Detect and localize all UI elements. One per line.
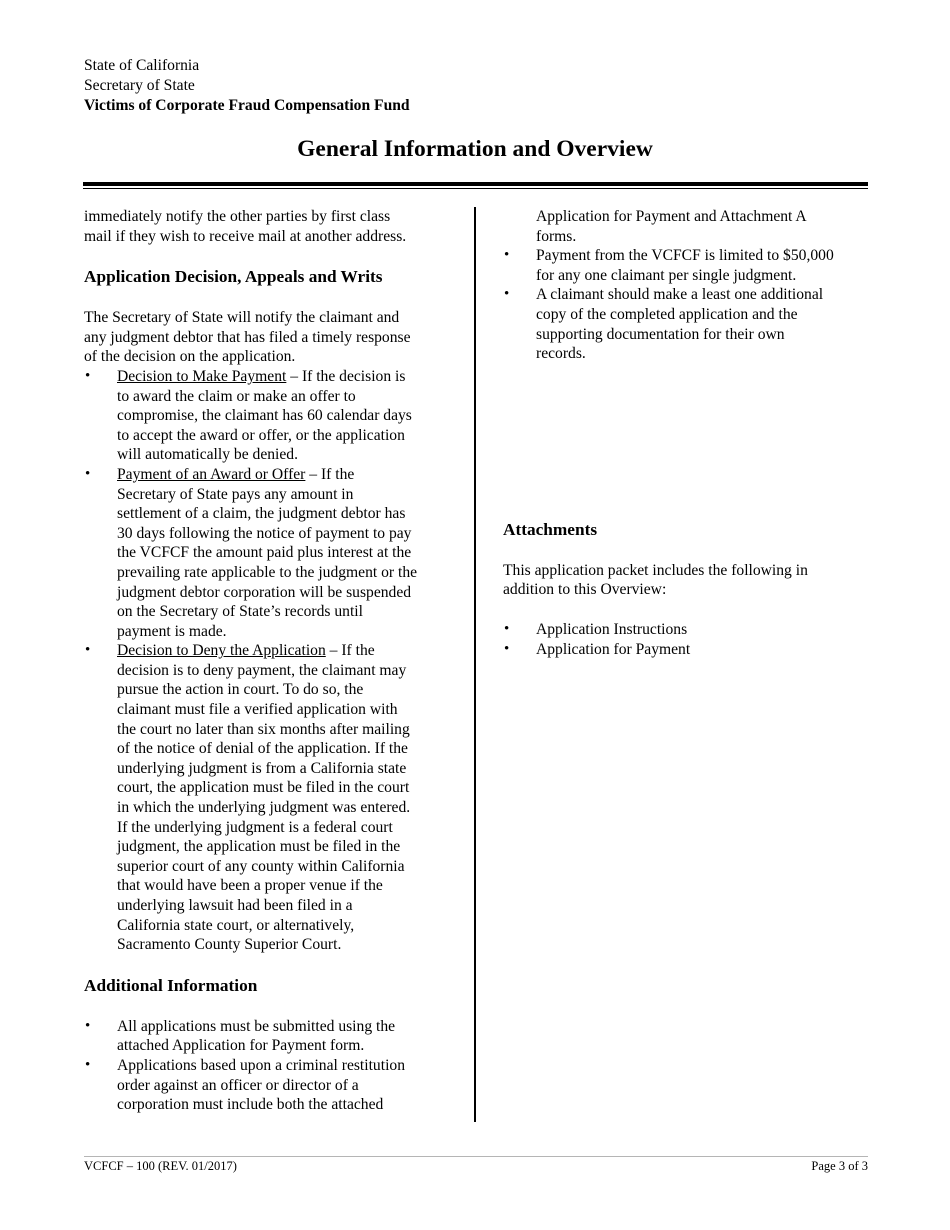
section-heading-attachments: Attachments	[503, 519, 598, 539]
item-line: claimant must file a verified application with	[117, 701, 398, 719]
item-line: court, the application must be filed in the court	[117, 779, 410, 797]
list-item-attachment	[503, 640, 868, 660]
item-line: supporting documentation for their own	[536, 325, 785, 343]
list-item-payment-award	[84, 465, 449, 641]
bullet-dot-icon: •	[504, 640, 510, 657]
section-heading-decision: Application Decision, Appeals and Writs	[84, 267, 383, 287]
item-line: payment is made.	[117, 622, 227, 640]
item-line: – If the decision is	[286, 367, 406, 385]
list-item-continuation	[503, 207, 868, 246]
para-line: addition to this Overview:	[503, 581, 667, 599]
attachments-paragraph	[503, 561, 868, 600]
intro-line: mail if they wish to receive mail at another address.	[84, 227, 407, 245]
item-line: for any one claimant per single judgment.	[536, 266, 797, 284]
item-line: If the underlying judgment is a federal court	[117, 818, 393, 836]
bullet-dot-icon: •	[85, 1056, 91, 1073]
item-line: underlying judgment is from a California state	[117, 759, 407, 777]
item-line: the court no later than six months after mailing	[117, 720, 410, 738]
item-line: 30 days following the notice of payment to pay	[117, 524, 412, 542]
additional-bullet-list	[84, 1017, 449, 1115]
item-line: Application for Payment	[536, 640, 691, 658]
item-line: attached Application for Payment form.	[117, 1037, 365, 1055]
item-line: A claimant should make a least one additional	[536, 286, 824, 304]
title-rule-thin	[83, 188, 868, 189]
item-line: pursue the action in court. To do so, the	[117, 681, 364, 699]
page-title: General Information and Overview	[297, 136, 653, 162]
item-line: order against an officer or director of a	[117, 1076, 359, 1094]
bullet-dot-icon: •	[85, 367, 91, 384]
item-line: Secretary of State pays any amount in	[117, 485, 354, 503]
item-line: judgment, the application must be filed in the	[117, 838, 401, 856]
item-line: compromise, the claimant has 60 calendar days	[117, 407, 412, 425]
agency-header	[84, 56, 684, 116]
item-line: will automatically be denied.	[117, 446, 299, 464]
section-heading-additional: Additional Information	[84, 975, 258, 995]
term-underlined: Decision to Deny the Application	[117, 642, 326, 660]
item-line: on the Secretary of State’s records until	[117, 603, 363, 621]
column-divider	[474, 207, 476, 1122]
para-line: of the decision on the application.	[84, 348, 296, 366]
bullet-dot-icon: •	[504, 620, 510, 637]
term-underlined: Decision to Make Payment	[117, 367, 287, 385]
item-line: to award the claim or make an offer to	[117, 387, 356, 405]
item-line: that would have been a proper venue if the	[117, 877, 383, 895]
item-line: judgment debtor corporation will be suspended	[117, 583, 412, 601]
bullet-dot-icon: •	[85, 1017, 91, 1034]
bullet-dot-icon: •	[504, 247, 510, 264]
decision-bullet-list	[84, 367, 449, 955]
item-line: the VCFCF the amount paid plus interest at the	[117, 544, 412, 562]
item-line: in which the underlying judgment was entered.	[117, 799, 411, 817]
title-rule-thick	[83, 182, 868, 186]
item-line: copy of the completed application and the	[536, 305, 798, 323]
fund-name: Victims of Corporate Fraud Compensation Fund	[84, 97, 410, 114]
item-line: underlying lawsuit had been filed in a	[117, 897, 353, 914]
item-line: California state court, or alternatively,	[117, 916, 355, 934]
item-line: All applications must be submitted using the	[117, 1017, 396, 1035]
list-item-attachment	[503, 620, 868, 640]
form-id: VCFCF – 100 (REV. 01/2017)	[84, 1159, 237, 1173]
list-item-make-payment	[84, 367, 449, 465]
attachments-list	[503, 620, 868, 659]
item-line: Application for Payment and Attachment A	[536, 208, 807, 225]
page-number: Page 3 of 3	[811, 1159, 868, 1173]
item-line: – If the	[305, 465, 355, 483]
item-line: of the notice of denial of the application. If the	[117, 740, 408, 758]
item-line: Payment from the VCFCF is limited to $50,000	[536, 247, 834, 265]
para-line: This application packet includes the following in	[503, 561, 808, 579]
item-line: Sacramento County Superior Court.	[117, 936, 342, 954]
right-column	[503, 207, 868, 659]
decision-paragraph	[84, 308, 449, 367]
state-name: State of California	[84, 57, 200, 74]
item-line: forms.	[536, 227, 577, 245]
footer-rule	[84, 1156, 868, 1157]
intro-paragraph	[84, 207, 449, 246]
item-line: to accept the award or offer, or the application	[117, 426, 405, 444]
bullet-dot-icon: •	[504, 286, 510, 303]
intro-line: immediately notify the other parties by first class	[84, 208, 391, 225]
bullet-dot-icon: •	[85, 465, 91, 482]
item-line: prevailing rate applicable to the judgment or the	[117, 563, 418, 581]
item-line: settlement of a claim, the judgment debtor has	[117, 505, 406, 523]
list-item	[503, 246, 868, 285]
continued-bullet-list	[503, 207, 868, 364]
left-column	[84, 207, 449, 1115]
item-line: corporation must include both the attached	[117, 1096, 384, 1114]
bullet-dot-icon: •	[85, 642, 91, 659]
list-item	[84, 1056, 449, 1115]
item-line: superior court of any county within California	[117, 857, 405, 875]
item-line: Applications based upon a criminal restitution	[117, 1056, 405, 1074]
para-line: any judgment debtor that has filed a timely response	[84, 328, 411, 346]
item-line: Application Instructions	[536, 620, 688, 638]
term-underlined: Payment of an Award or Offer	[117, 465, 306, 483]
item-line: – If the	[325, 642, 375, 660]
item-line: records.	[536, 345, 586, 363]
list-item-deny-application	[84, 641, 449, 955]
list-item	[84, 1017, 449, 1056]
list-item	[503, 285, 868, 363]
office-name: Secretary of State	[84, 77, 195, 94]
para-line: The Secretary of State will notify the claimant and	[84, 309, 400, 327]
item-line: decision is to deny payment, the claimant may	[117, 661, 407, 679]
